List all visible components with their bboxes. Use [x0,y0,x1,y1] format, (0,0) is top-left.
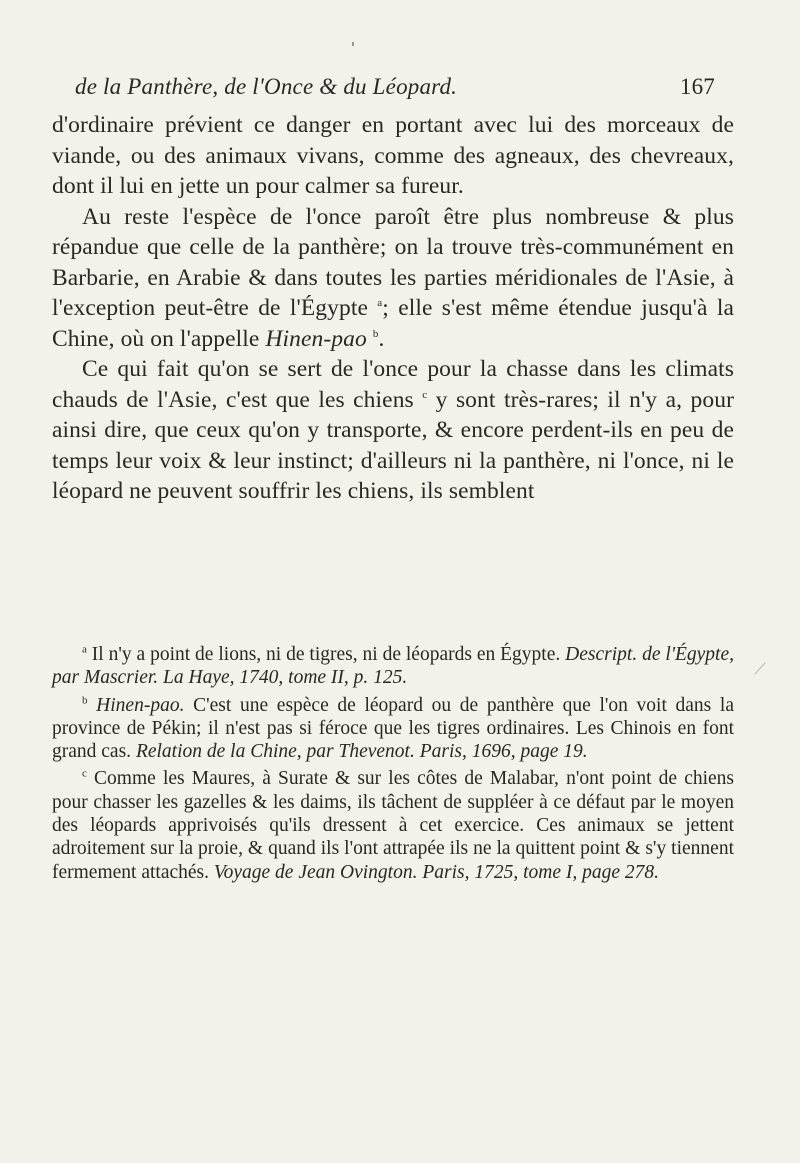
paragraph-2 [52,202,734,355]
page-number: 167 [679,74,715,99]
main-text [52,110,734,507]
running-header [75,74,715,100]
footnote-a-mark: a [82,643,87,656]
footnote-a-citation: Descript. de l'Égypte, par Mascrier. La Haye, 1740, tome II, p. 125. [52,644,735,689]
pencil-mark [754,662,765,675]
footnote-b-mark: b [82,694,88,707]
footnote-c-citation: Voyage de Jean Ovington. Paris, 1725, tome I, page 278. [213,861,660,883]
footnote-b [52,694,734,764]
footnote-ref-a: a [377,297,383,310]
footnote-c-mark: c [82,767,87,780]
footnote-b-citation: Relation de la Chine, par Thevenot. Paris, 1696, page 19. [135,741,588,763]
ink-speck [352,42,354,46]
chinese-name: Hinen-pao [265,325,367,352]
footnote-b-text: C'est une espèce de léopard ou de panthère que l'on voit dans la province de Pékin; il n'est pas si féroce que les tigres ordinaires. Les Chinois en font grand cas. [52,694,735,763]
footnote-a [52,643,734,690]
footnote-c [52,767,734,883]
footnotes [52,643,734,888]
footnote-c-text: Comme les Maures, à Surate & sur les côtes de Malabar, n'ont point de chiens pour chasser les gazelles & les daims, ils tâchent de suppléer à ce défaut par le moyen des léopards apprivoisés qu'ils dressent à cet exercice. Ces animaux se jettent adroitement sur la proie, & quand ils l'ont attrapée ils ne la quittent point & s'y tiennent fermement attachés. [52,768,735,883]
paragraph-2-text: Au reste l'espèce de l'once paroît être plus nombreuse & plus répandue que celle de la panthère; on la trouve très-communément en Barbarie, en Arabie & dans toutes les parties méridionales de l'Asie, à l'exception peut-être de l'Égypte [52,203,734,321]
paragraph-2-end: . [378,325,385,352]
paragraph-3 [52,354,734,507]
paragraph-3-end: y sont très-rares; il n'y a, pour ainsi dire, que ceux qu'on y transporte, & encore perdent-ils en peu de temps leur voix & leur instinct; d'ailleurs ni la panthère, ni l'once, ni le léopard ne peuvent souffrir les chiens, ils semblent [52,386,734,504]
running-title: de la Panthère, de l'Once & du Léopard. [75,74,458,99]
paragraph-1: d'ordinaire prévient ce danger en portant avec lui des morceaux de viande, ou des animaux vivans, comme des agneaux, des chevreaux, dont il lui en jette un pour calmer sa fureur. [52,112,734,199]
paragraph-3-start: Ce qui fait qu'on se sert de l'once pour la chasse dans les climats chauds de l'Asie, c'est que les chiens [52,356,734,413]
paragraph-2-mid: ; elle s'est même étendue jusqu'à la Chine, où on l'appelle [52,295,734,352]
footnote-ref-b: b [372,327,379,340]
footnote-a-text: Il n'y a point de lions, ni de tigres, ni de léopards en Égypte. [91,644,561,665]
footnote-ref-c: c [422,388,428,401]
footnote-b-name: Hinen-pao. [96,694,185,716]
